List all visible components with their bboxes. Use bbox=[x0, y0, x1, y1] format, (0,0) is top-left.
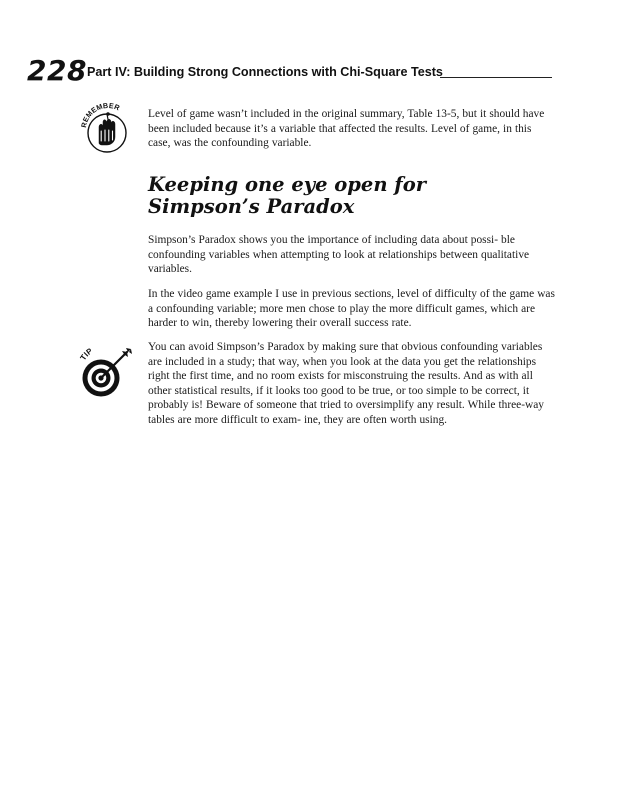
tip-icon bbox=[76, 342, 136, 402]
page-number: 228 bbox=[27, 54, 87, 87]
simpson-paragraph: Simpson’s Paradox shows you the importance of including data about possi- ble confounding variables when attempting to look at relationships between qualitative variables. bbox=[148, 234, 530, 276]
section-heading-line-2: Simpson’s Paradox bbox=[148, 195, 355, 218]
video-game-paragraph: In the video game example I use in previous sections, level of difficulty of the game was a confounding variable; more men chose to play the more difficult games, which are harder to win, thereby lowering their overall success rate. bbox=[148, 288, 555, 330]
remember-icon-label: REMEMBER bbox=[78, 100, 122, 129]
section-heading bbox=[148, 174, 508, 218]
svg-text:TIP bbox=[79, 346, 95, 362]
tip-icon-label: TIP bbox=[78, 346, 95, 363]
remember-paragraph: Level of game wasn’t included in the original summary, Table 13-5, but it should have been included because it’s a variable that affected the results. Level of game, in this case, was the confounding variable. bbox=[148, 108, 545, 150]
tip-paragraph: You can avoid Simpson’s Paradox by making sure that obvious confounding variables are included in a study; that way, when you look at the data you get the relationships right the first time, and no room exists for misconstruing the results. And as with all other statistical results, if it looks too good to be true, or too simple to be correct, it probably is! Beware of someone that tried to oversimplify any result. While three-way tables are more difficult to exam- ine, they are often worth using. bbox=[148, 341, 544, 426]
running-head: Part IV: Building Strong Connections with Chi-Square Tests bbox=[87, 65, 443, 79]
header-rule bbox=[440, 77, 552, 78]
section-heading-line-1: Keeping one eye open for bbox=[148, 173, 426, 196]
remember-icon bbox=[76, 96, 136, 156]
